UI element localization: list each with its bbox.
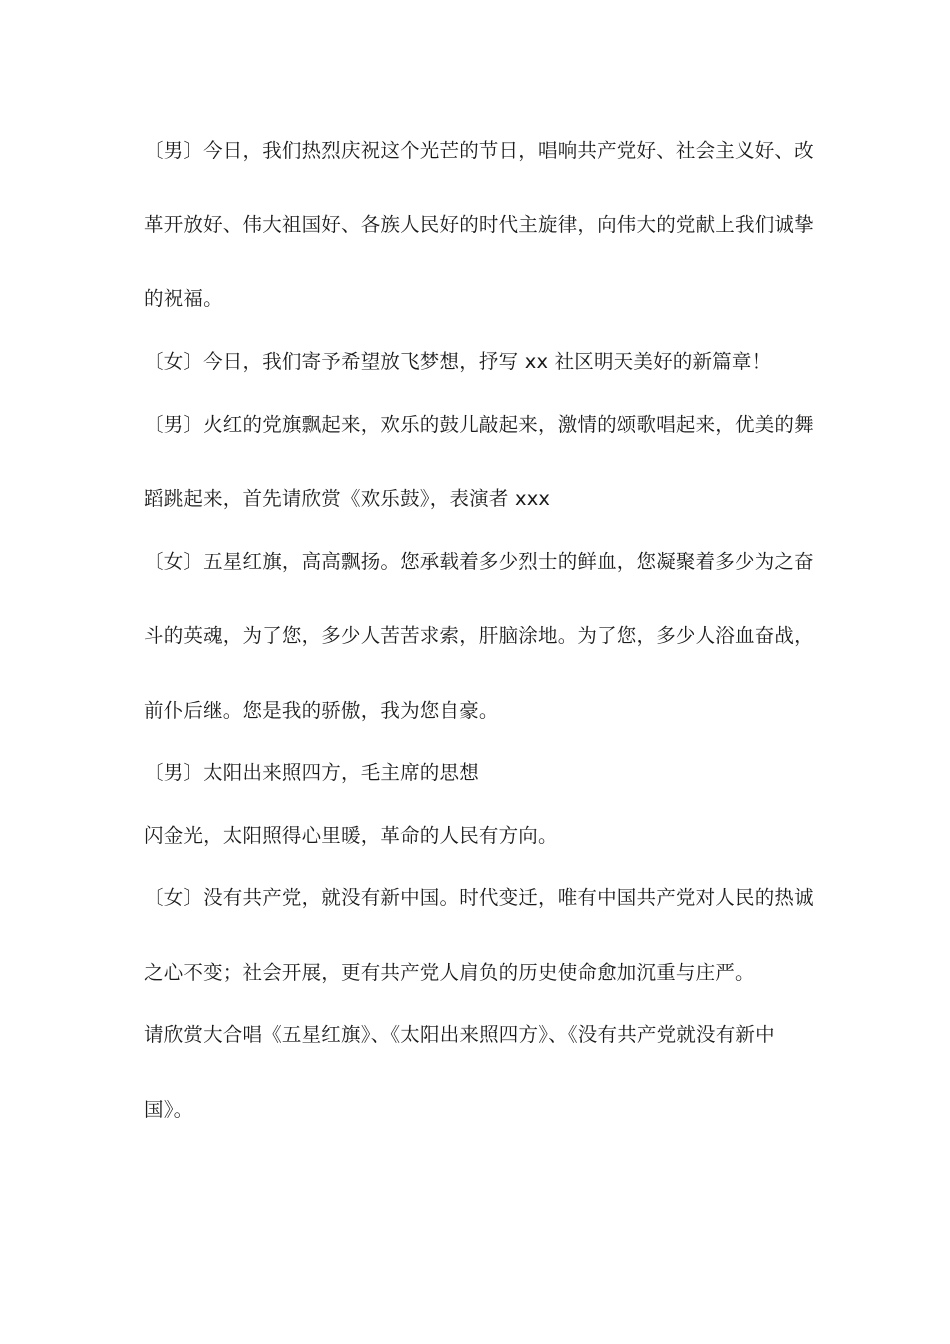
paragraph-line: 〔男〕火红的党旗飘起来，欢乐的鼓儿敲起来，激情的颂歌唱起来，优美的舞 (144, 413, 814, 436)
paragraph-line: 革开放好、伟大祖国好、各族人民好的时代主旋律，向伟大的党献上我们诚挚 (144, 213, 814, 236)
paragraph-line: 之心不变；社会开展，更有共产党人肩负的历史使命愈加沉重与庄严。 (144, 961, 755, 984)
paragraph-line: 的祝福。 (144, 287, 223, 310)
paragraph-line: 〔男〕今日，我们热烈庆祝这个光芒的节日，唱响共产党好、社会主义好、改 (144, 139, 814, 162)
paragraph-line: 国》。 (144, 1098, 194, 1121)
paragraph-line: 前仆后继。您是我的骄傲，我为您自豪。 (144, 699, 499, 722)
paragraph-line: 〔女〕没有共产党，就没有新中国。时代变迁，唯有中国共产党对人民的热诚 (144, 886, 814, 909)
paragraph-line: 〔男〕太阳出来照四方，毛主席的思想 (144, 761, 479, 784)
paragraph-line: 斗的英魂，为了您，多少人苦苦求索，肝脑涂地。为了您，多少人浴血奋战， (144, 624, 814, 647)
paragraph-line: 〔女〕今日，我们寄予希望放飞梦想，抒写 xx 社区明天美好的新篇章！ (144, 350, 772, 373)
paragraph-line: 闪金光，太阳照得心里暖，革命的人民有方向。 (144, 824, 558, 847)
paragraph-line: 蹈跳起来，首先请欣赏《欢乐鼓》，表演者 xxx (144, 487, 551, 510)
paragraph-line: 〔女〕五星红旗，高高飘扬。您承载着多少烈士的鲜血，您凝聚着多少为之奋 (144, 550, 814, 573)
paragraph-line: 请欣赏大合唱《五星红旗》、《太阳出来照四方》、《没有共产党就没有新中 (144, 1023, 775, 1046)
